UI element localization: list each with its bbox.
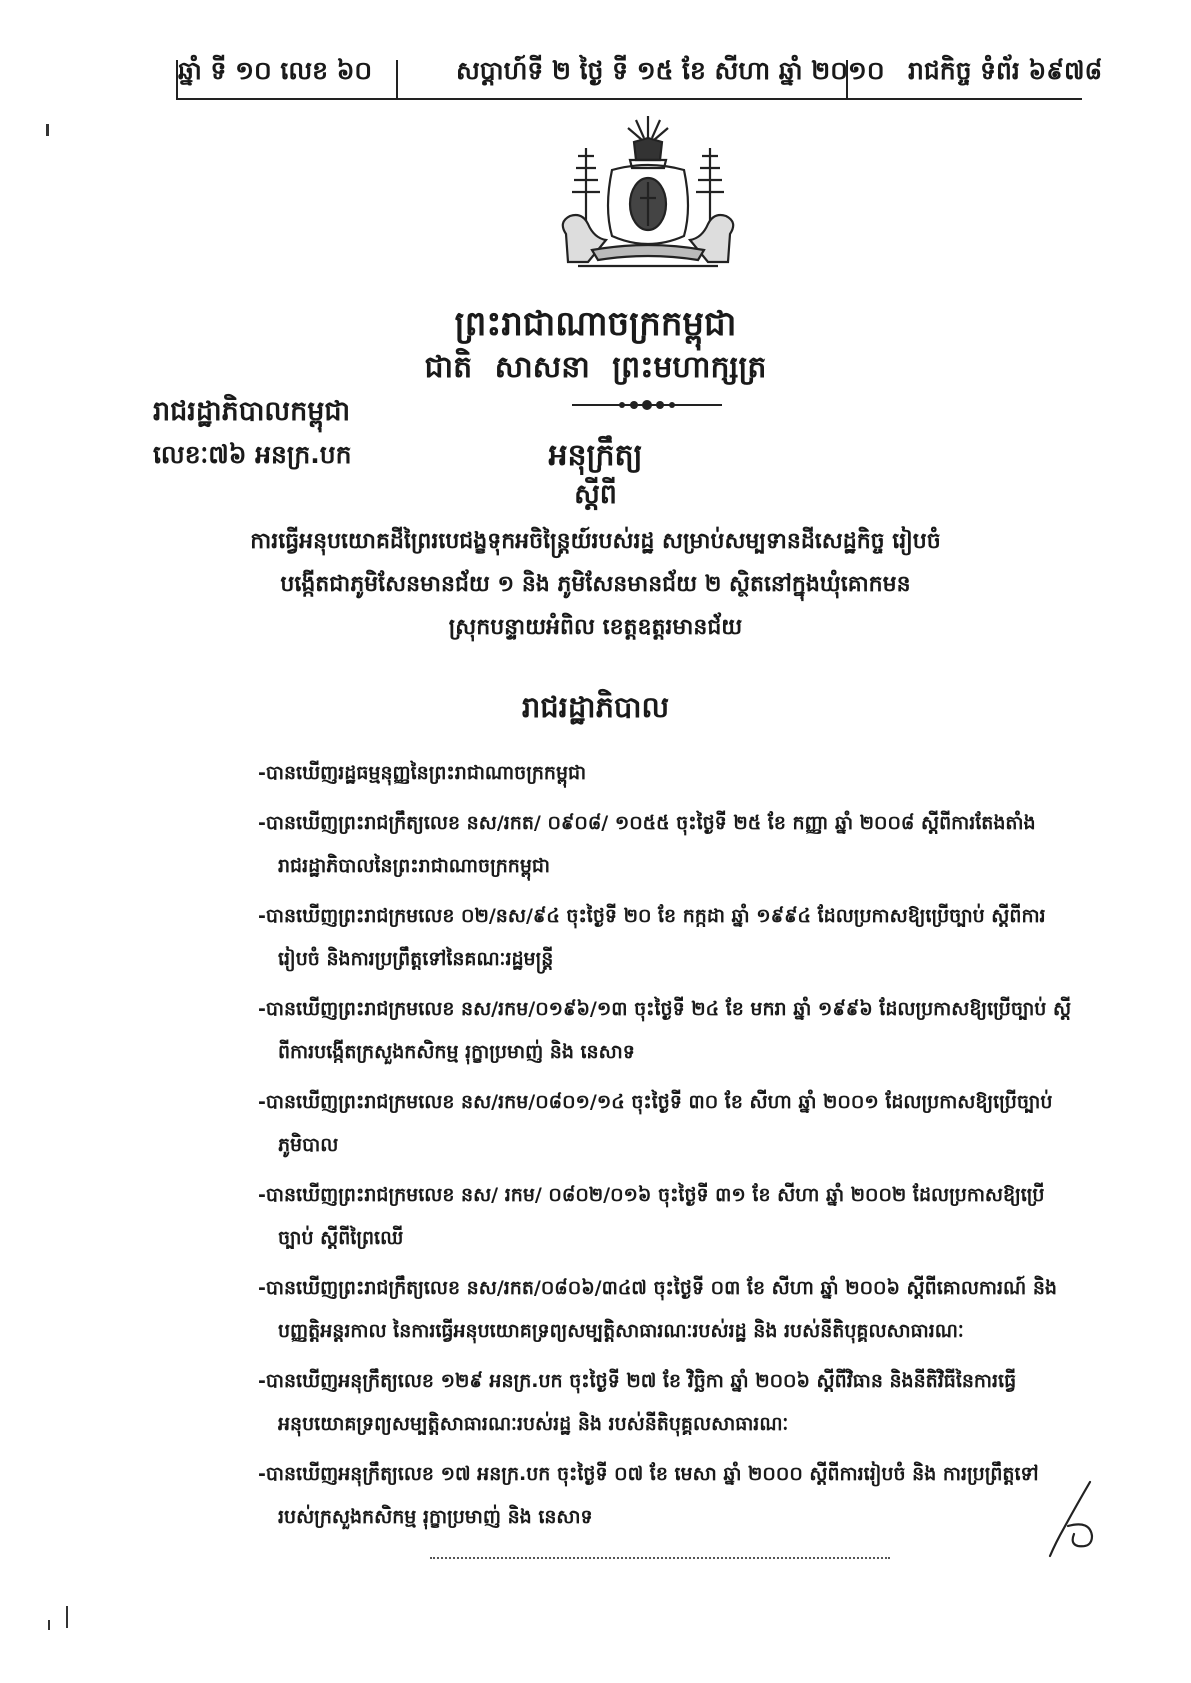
document-about: ស្តីពី (574, 479, 617, 510)
clause-text: -បានឃើញរដ្ឋធម្មនុញ្ញនៃព្រះរាជាណាចក្រកម្ពុជា (258, 762, 587, 784)
clause-text: -បានឃើញព្រះរាជក្រឹត្យលេខ នស/រកត/ ០៩០៨/ ១០៥៥ ចុះថ្ងៃទី ២៥ ខែ កញ្ញា ឆ្នាំ ២០០៨ ស្តីពីការតែងតាំង (258, 812, 1036, 834)
subject-line: ការធ្វើអនុបយោគដីព្រៃរបេជង្ខទុកអចិន្ត្រៃយ៍របស់រដ្ឋ សម្រាប់សម្បទានដីសេដ្ឋកិច្ច រៀបចំ (250, 529, 941, 554)
clause-text-cont: រៀបចំ និងការប្រព្រឹត្តទៅនៃគណៈរដ្ឋមន្ត្រី (278, 948, 554, 970)
preamble-clause (258, 1360, 1090, 1446)
preamble-clause (258, 802, 1090, 888)
handwritten-initial-icon (1030, 1476, 1110, 1566)
document-subject (0, 520, 1191, 649)
footer-dotted-rule (430, 1557, 890, 1559)
header-divider (176, 60, 178, 98)
clause-text: -បានឃើញព្រះរាជក្រឹត្យលេខ នស/រកត/០៨០៦/៣៤៧ ចុះថ្ងៃទី ០៣ ខែ សីហា ឆ្នាំ ២០០៦ ស្តីពីគោលការណ៍ និង (258, 1277, 1057, 1299)
header-rule (176, 98, 1082, 100)
clause-text-cont: រាជរដ្ឋាភិបាលនៃព្រះរាជាណាចក្រកម្ពុជា (278, 855, 551, 877)
issuing-government: រាជរដ្ឋាភិបាលកម្ពុជា (153, 396, 351, 427)
clause-text-cont: ភូមិបាល (278, 1134, 339, 1156)
clause-text-cont: អនុបយោគទ្រព្យសម្បត្តិសាធារណៈរបស់រដ្ឋ និង របស់នីតិបុគ្គលសាធារណៈ (278, 1413, 789, 1435)
clause-text: -បានឃើញព្រះរាជក្រមលេខ ០២/នស/៩៤ ចុះថ្ងៃទី ២០ ខែ កក្កដា ឆ្នាំ ១៩៩៤ ដែលប្រកាសឱ្យប្រើច្បាប់ ស្តីពីការ (258, 905, 1046, 927)
preamble-clause (258, 988, 1090, 1074)
gazette-issue: ឆ្នាំ ទី ១០ លេខ ៦០ (178, 56, 373, 85)
clause-text: -បានឃើញអនុក្រឹត្យលេខ ១៧ អនក្រ.បក ចុះថ្ងៃទី ០៧ ខែ មេសា ឆ្នាំ ២០០០ ស្តីពីការរៀបចំ និង ការប្រព្រឹត្តទៅ (258, 1463, 1039, 1485)
clause-text-cont: របស់ក្រសួងកសិកម្ម រុក្ខាប្រមាញ់ និង នេសាទ (278, 1506, 593, 1528)
scan-mark (46, 124, 49, 136)
preamble-clauses (258, 752, 1090, 1546)
preamble-clause (258, 1453, 1090, 1539)
header-divider (396, 60, 398, 98)
header-divider (846, 60, 848, 98)
document-number: លេខៈ៧៦ អនក្រ.បក (153, 440, 352, 469)
clause-text-cont: បញ្ញត្តិអន្តរកាល នៃការធ្វើអនុបយោគទ្រព្យសម្បត្តិសាធារណៈរបស់រដ្ឋ និង របស់នីតិបុគ្គលសាធារណៈ (278, 1320, 964, 1342)
preamble-clause (258, 1267, 1090, 1353)
clause-text: -បានឃើញព្រះរាជក្រមលេខ នស/ រកម/ ០៨០២/០១៦ ចុះថ្ងៃទី ៣១ ខែ សីហា ឆ្នាំ ២០០២ ដែលប្រកាសឱ្យប្រើ (258, 1184, 1045, 1206)
clause-text-cont: ពីការបង្កើតក្រសួងកសិកម្ម រុក្ខាប្រមាញ់ និង នេសាទ (278, 1041, 635, 1063)
preamble-clause (258, 1174, 1090, 1260)
preamble-clause (258, 895, 1090, 981)
document-type: អនុក្រឹត្យ (548, 438, 643, 473)
national-motto: ជាតិ សាសនា ព្រះមហាក្សត្រ (424, 350, 767, 385)
preamble-clause (258, 1081, 1090, 1167)
gazette-date: សប្តាហ៍ទី ២ ថ្ងៃ ទី ១៥ ខែ សីហា ឆ្នាំ ២០១០ (456, 56, 885, 85)
preamble-clause (258, 752, 1090, 795)
ornament-divider-icon (572, 399, 722, 411)
star-rays-icon (628, 116, 668, 140)
clause-text: -បានឃើញព្រះរាជក្រមលេខ នស/រកម/០១៩៦/១៣ ចុះថ្ងៃទី ២៤ ខែ មករា ឆ្នាំ ១៩៩៦ ដែលប្រកាសឱ្យប្រើច្បាប់ ស្តី (258, 998, 1072, 1020)
gazette-page: រាជកិច្ច ទំព័រ ៦៩៧៨ (908, 56, 1103, 85)
clause-text: -បានឃើញព្រះរាជក្រមលេខ នស/រកម/០៨០១/១៤ ចុះថ្ងៃទី ៣០ ខែ សីហា ឆ្នាំ ២០០១ ដែលប្រកាសឱ្យប្រើច្បាប់ (258, 1091, 1053, 1113)
subject-line: បង្កើតជាភូមិសែនមានជ័យ ១ និង ភូមិសែនមានជ័យ ២ ស្ថិតនៅក្នុងឃុំគោកមន (280, 572, 911, 597)
kingdom-title: ព្រះរាជាណាចក្រកម្ពុជា (454, 304, 737, 344)
clause-text-cont: ច្បាប់ ស្តីពីព្រៃឈើ (278, 1227, 404, 1249)
subject-line: ស្រុកបន្ទាយអំពិល ខេត្តឧត្តរមានជ័យ (448, 615, 743, 640)
issuer-heading: រាជរដ្ឋាភិបាល (521, 690, 670, 724)
scan-mark (48, 1620, 50, 1630)
clause-text: -បានឃើញអនុក្រឹត្យលេខ ១២៩ អនក្រ.បក ចុះថ្ងៃទី ២៧ ខែ វិច្ឆិកា ឆ្នាំ ២០០៦ ស្តីពីវិធាន និងនីតិវិធីនៃការធ្វើ (258, 1370, 1017, 1392)
royal-emblem-icon (548, 112, 748, 277)
scan-mark (66, 1606, 68, 1628)
